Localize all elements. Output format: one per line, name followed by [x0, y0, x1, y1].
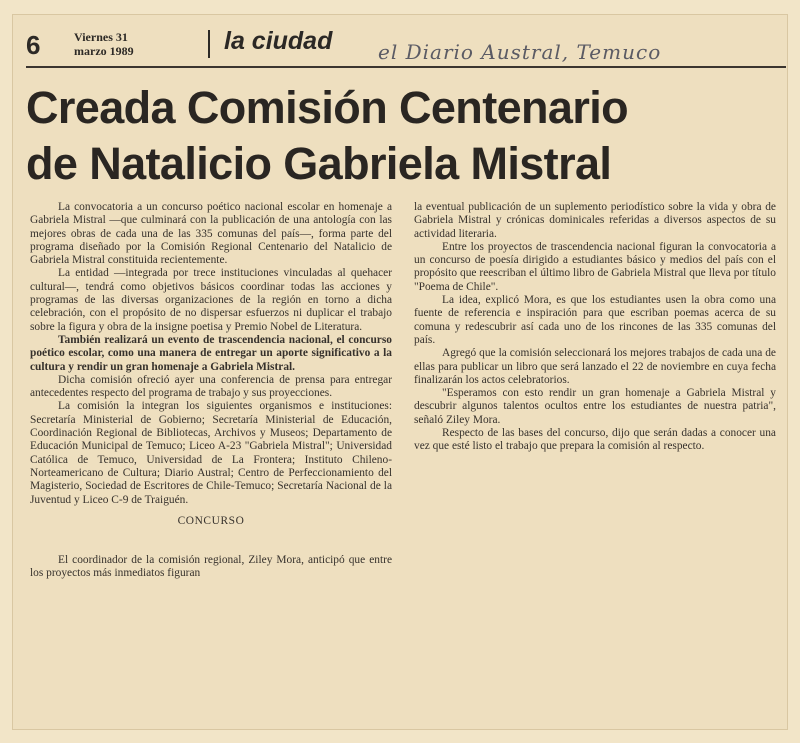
article-paragraph: Entre los proyectos de trascendencia nacional figuran la convocatoria a un concurso de poesía dirigido a estudiantes básico y medios del país con el propósito que reescriban el último libro de Gabriela Mistral que lleva por título "Poema de Chile".	[414, 240, 776, 293]
article-paragraph: El coordinador de la comisión regional, Ziley Mora, anticipó que entre los proyectos más inmediatos figuran	[30, 554, 392, 580]
handwritten-note: el Diario Austral, Temuco	[378, 40, 662, 64]
date-line-day: Viernes 31	[74, 30, 128, 44]
page-number: 6	[26, 30, 41, 60]
headline-line-2: de Natalicio Gabriela Mistral	[26, 138, 612, 189]
subhead-text: CONCURSO	[177, 514, 245, 527]
subhead	[30, 515, 392, 528]
article-paragraph: También realizará un evento de trascendencia nacional, el concurso poético escolar, como una manera de entregar un aporte significativo a la cultura y rendir un gran homenaje a Gabriela Mistral.	[30, 333, 392, 373]
article-paragraph: Respecto de las bases del concurso, dijo que serán dadas a conocer una vez que esté listo el trabajo que prepara la comisión al respecto.	[414, 427, 776, 453]
headline-line-1: Creada Comisión Centenario	[26, 82, 629, 133]
article-paragraph: La convocatoria a un concurso poético nacional escolar en homenaje a Gabriela Mistral —que culminará con la publicación de una antología con las mejores obras de cada una de las 335 comunas del país—, forma parte del programa diseñado por la Comisión Regional Centenario del Natalicio de Gabriela Mistral constituida recientemente.	[30, 201, 392, 267]
headline	[26, 80, 796, 192]
article-column-left	[30, 201, 392, 581]
article-paragraph: Dicha comisión ofreció ayer una conferencia de prensa para entregar antecedentes respecto del programa de trabajo y sus proyecciones.	[30, 373, 392, 400]
page-header	[16, 22, 786, 70]
section-title: la ciudad	[224, 27, 333, 55]
article-column-right	[414, 201, 776, 454]
article-paragraph: La idea, explicó Mora, es que los estudiantes usen la obra como una fuente de referencia e inspiración para que escriban poemas acerca de su comuna y redescubrir así cada uno de los rincones de las 335 comunas del país.	[414, 294, 776, 346]
article-paragraph: La comisión la integran los siguientes organismos e instituciones: Secretaría Ministerial de Gobierno; Secretaría Ministerial de Educación, Coordinación Regional de Bibliotecas, Archivos y Museos; Departamento de Educación Municipal de Temuco; Liceo A-23 "Gabriela Mistral"; Universidad Católica de Temuco, Universidad de La Frontera; Instituto Chileno-Norteamericano de Cultura; Diario Austral; Centro de Perfeccionamiento del Magisterio, Sociedad de Escritores de Chile-Temuco; Secretaría Nacional de la Juventud y Liceo C-9 de Traiguén.	[30, 400, 392, 506]
article-paragraph: "Esperamos con esto rendir un gran homenaje a Gabriela Mistral y descubrir algunos talentos ocultos entre los estudiantes de nuestra patria", señaló Ziley Mora.	[414, 387, 776, 426]
article-paragraph: Agregó que la comisión seleccionará los mejores trabajos de cada una de ellas para publicar un libro que será lanzado el 22 de noviembre en cuya fecha finalizarán los actos celebratorios.	[414, 347, 776, 386]
header-rule	[26, 66, 786, 68]
article-paragraph: la eventual publicación de un suplemento periodístico sobre la vida y obra de Gabriela Mistral y crónicas dominicales referidas a diversos aspectos de su actividad literaria.	[414, 201, 776, 240]
article-paragraph: La entidad —integrada por trece instituciones vinculadas al quehacer cultural—, tendrá como objetivos básicos coordinar todas las acciones y programas de las diversas organizaciones de la región en torno a dicha celebración, con el propósito de no dispersar esfuerzos ni duplicar el trabajo sobre la figura y obra de la insigne poetisa y Premio Nobel de Literatura.	[30, 267, 392, 333]
header-separator	[208, 30, 210, 58]
date-line-month: marzo 1989	[74, 44, 134, 58]
